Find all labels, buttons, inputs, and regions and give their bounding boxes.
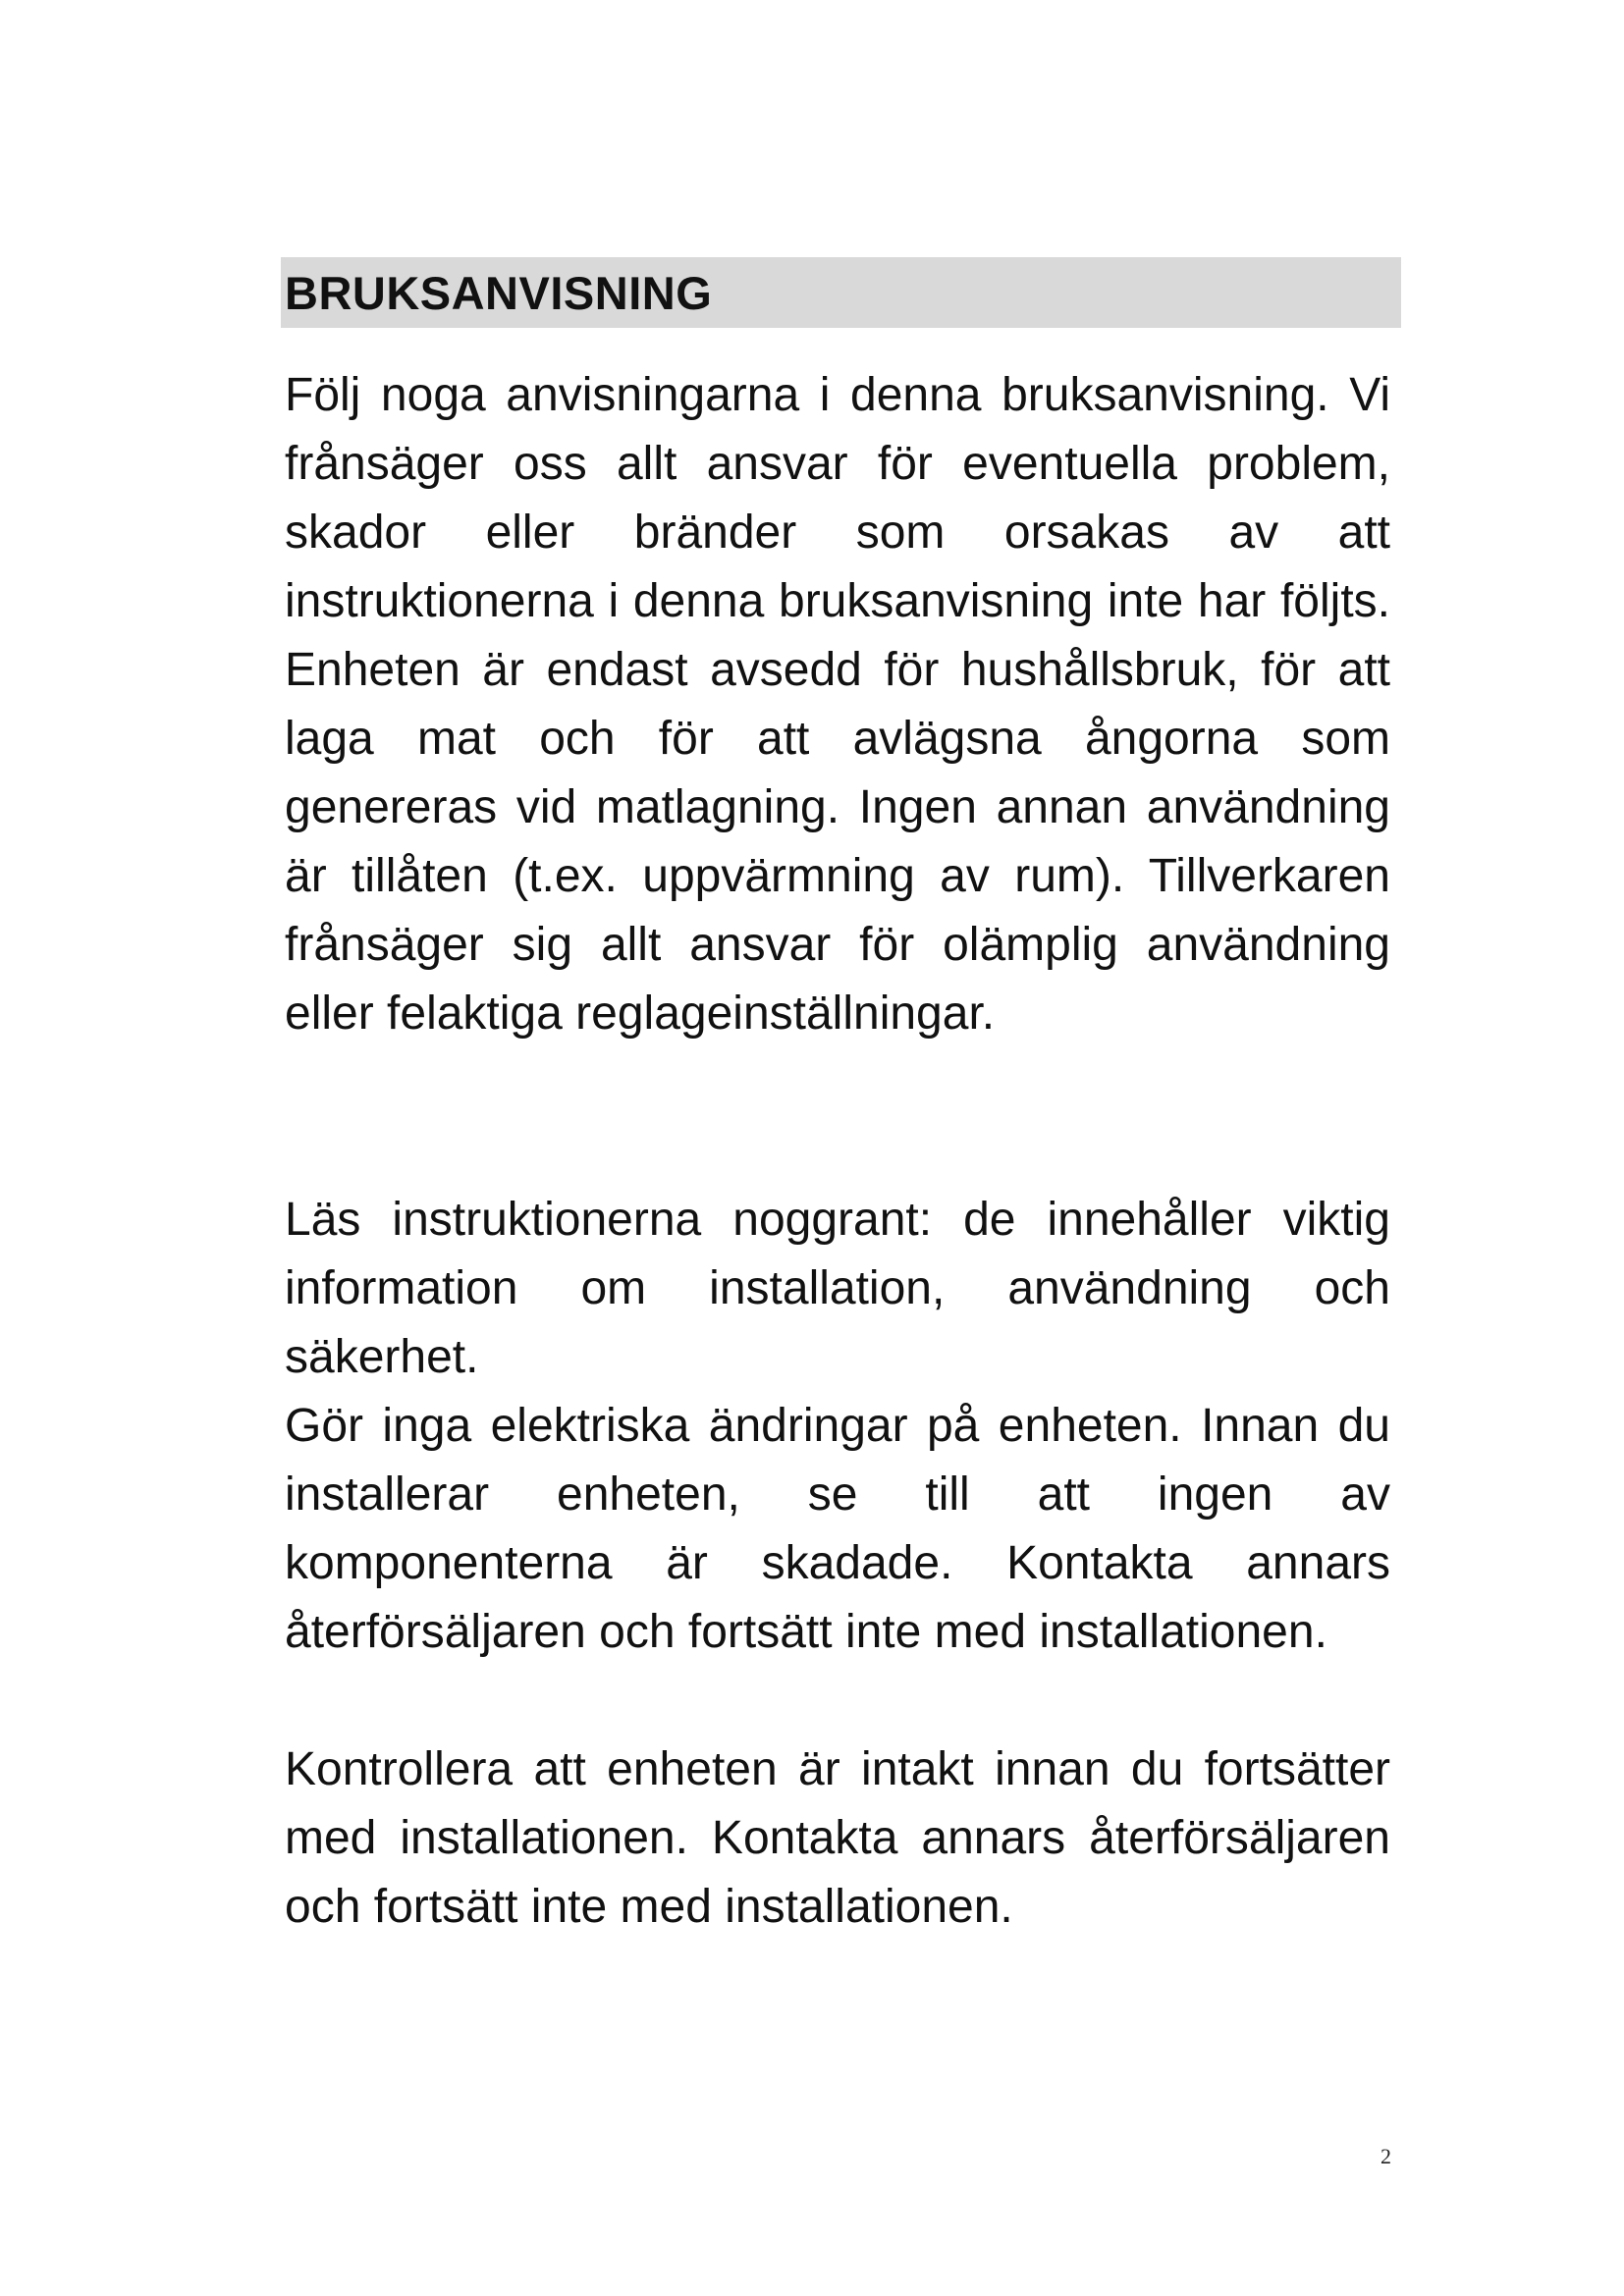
section-heading-bar	[281, 257, 1401, 328]
paragraph-read-instructions: Läs instruktionerna noggrant: de innehåller viktig information om installation, användning och säkerhet.	[285, 1194, 1390, 1383]
paragraph-electrical-changes: Gör inga elektriska ändringar på enheten. Innan du installerar enheten, se till att ingen av komponenterna är skadade. Kontakta annars återförsäljaren och fortsätt inte med installationen.	[285, 1400, 1390, 1658]
section-heading: BRUKSANVISNING	[285, 266, 713, 319]
page-number: 2	[1380, 2144, 1391, 2168]
paragraph-intended-use: Följ noga anvisningarna i denna bruksanvisning. Vi frånsäger oss allt ansvar för eventuella problem, skador eller bränder som orsakas av att instruktionerna i denna bruksanvisning inte har följts. Enheten är endast avsedd för hushållsbruk, för att laga mat och för att avlägsna ångorna som genereras vid matlagning. Ingen annan användning är tillåten (t.ex. uppvärmning av rum). Tillverkaren frånsäger sig allt ansvar för olämplig användning eller felaktiga reglageinställningar.	[285, 369, 1390, 1040]
paragraph-check-device: Kontrollera att enheten är intakt innan du fortsätter med installationen. Kontakta annars återförsäljaren och fortsätt inte med installationen.	[285, 1743, 1390, 1933]
